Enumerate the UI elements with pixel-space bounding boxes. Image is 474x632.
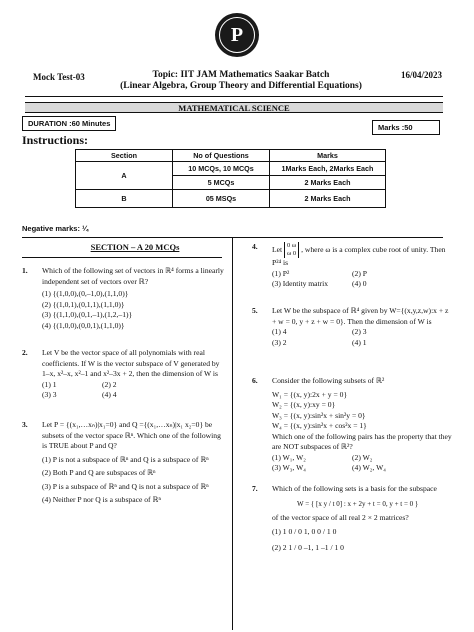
question-text: Which of the following set of vectors in ℝ⁴ forms a linearly independent set of vectors over ℝ? bbox=[42, 266, 224, 286]
column-divider bbox=[232, 238, 233, 630]
question-6 bbox=[252, 376, 452, 474]
option: (4) Neither P nor Q is a subspace of ℝⁿ bbox=[42, 495, 161, 504]
options-grid bbox=[272, 269, 452, 290]
table-header: Section bbox=[76, 150, 173, 162]
table-cell: 2 Marks Each bbox=[270, 176, 386, 190]
option: (4) 0 bbox=[352, 279, 367, 288]
table-cell: 05 MSQs bbox=[173, 190, 270, 208]
pw-logo-icon bbox=[219, 17, 255, 53]
table-header-row bbox=[76, 150, 386, 162]
matrix-row: ω 0 bbox=[287, 250, 297, 257]
header-divider bbox=[25, 96, 443, 97]
option: (3) W₃, W₄ bbox=[272, 463, 306, 472]
date: 16/04/2023 bbox=[401, 70, 443, 80]
q4-text-post: , where ω is a complex cube root of unity. Then P²⁴ is bbox=[272, 244, 446, 267]
option: (1) 4 bbox=[272, 327, 287, 336]
question-number: 7. bbox=[252, 484, 258, 493]
mock-test-label: Mock Test-03 bbox=[33, 72, 85, 82]
option-matrix: 1 0 / 0 1 bbox=[282, 526, 308, 536]
option: (1) W₁, W₂ bbox=[272, 452, 306, 462]
option: (1) P is not a subspace of ℝⁿ and Q is a subspace of ℝⁿ bbox=[42, 454, 209, 464]
table-row bbox=[76, 190, 386, 208]
q4-matrix bbox=[284, 242, 299, 258]
question-7 bbox=[252, 484, 452, 554]
option-matrix: 2 1 / 0 –1 bbox=[282, 543, 312, 552]
option: (1) 1 0 / 0 1, 0 0 / 1 0 bbox=[272, 526, 337, 536]
option: (1) P² bbox=[272, 268, 290, 278]
subspace-expression: W = { [x y / t 0] : x + 2y + t = 0, y + t = 0 } bbox=[297, 499, 419, 508]
option: (3) P is a subspace of ℝⁿ and Q is not a subspace of ℝⁿ bbox=[42, 481, 209, 491]
subset: W₃ = {(x, y):sin²x + sin²y = 0} bbox=[272, 410, 366, 420]
duration-box: DURATION :60 Minutes bbox=[22, 116, 116, 131]
question-text: Let W be the subspace of ℝ⁴ given by W={(x,y,z,w):x + z + w = 0, y + z + w = 0}. Then the dimension of W is bbox=[272, 306, 449, 326]
table-header: Marks bbox=[270, 150, 386, 162]
question-text-2: Which one of the following pairs has the property that they are NOT subspaces of ℝ²? bbox=[272, 431, 452, 451]
question-number: 2. bbox=[22, 348, 28, 357]
question-5 bbox=[252, 306, 452, 348]
question-2 bbox=[22, 348, 227, 401]
question-text: Consider the following subsets of ℝ² bbox=[272, 376, 385, 385]
negative-marks: Negative marks: ¼ bbox=[22, 224, 89, 233]
option: (4) W₂, W₄ bbox=[352, 463, 386, 472]
options-grid bbox=[272, 453, 452, 474]
option: (2) {(1,0,1),(0,1,1),(1,1,0)} bbox=[42, 299, 125, 309]
question-number: 6. bbox=[252, 376, 258, 385]
topic-line-2: (Linear Algebra, Group Theory and Differential Equations) bbox=[120, 81, 362, 91]
option: (1) {(1,0,0),(0,–1,0),(1,1,0)} bbox=[42, 289, 129, 298]
question-text: Let P = {(x₁,…xₙ)|x₁=0} and Q ={(x₁,…xₙ)|x₁ x₂=0} be subsets of the vector space ℝⁿ. Which one of the following is TRUE about P and Q? bbox=[42, 420, 221, 450]
q4-text-pre: Let bbox=[272, 244, 283, 254]
instructions-title: Instructions: bbox=[22, 133, 89, 147]
topic bbox=[96, 70, 386, 92]
option: (2) W₂ bbox=[352, 452, 373, 462]
question-number: 3. bbox=[22, 420, 28, 429]
subset: W₂ = {(x, y):xy = 0} bbox=[272, 400, 336, 409]
pw-logo bbox=[215, 13, 259, 57]
logo-text: P bbox=[230, 23, 244, 46]
question-text-2: of the vector space of all real 2 × 2 matrices? bbox=[272, 513, 409, 522]
question-number: 1. bbox=[22, 266, 28, 275]
table-cell: 5 MCQs bbox=[173, 176, 270, 190]
option: (2) Both P and Q are subspaces of ℝⁿ bbox=[42, 468, 156, 477]
section-title: SECTION – A 20 MCQs bbox=[90, 242, 180, 252]
question-4 bbox=[252, 242, 452, 290]
table-cell: A bbox=[76, 162, 173, 190]
options-grid bbox=[272, 327, 452, 348]
table-row bbox=[76, 162, 386, 176]
option-label: (1) bbox=[272, 526, 281, 536]
option-matrix: 0 0 / 1 0 bbox=[311, 526, 337, 536]
option: (4) {(1,0,0),(0,0,1),(1,1,0)} bbox=[42, 320, 125, 330]
table-cell: 2 Marks Each bbox=[270, 190, 386, 208]
question-3 bbox=[22, 420, 227, 506]
table-cell: 10 MCQs, 10 MCQs bbox=[173, 162, 270, 176]
matrix-row: 0 ω bbox=[287, 242, 297, 249]
option: (4) 1 bbox=[352, 337, 367, 347]
option: (3) Identity matrix bbox=[272, 279, 329, 288]
option: (2) 2 bbox=[102, 379, 117, 389]
table-cell: B bbox=[76, 190, 173, 208]
question-number: 4. bbox=[252, 242, 258, 251]
option: (4) 4 bbox=[102, 390, 117, 399]
options-grid bbox=[42, 380, 227, 401]
question-1 bbox=[22, 266, 227, 331]
option: (2) P bbox=[352, 268, 367, 278]
question-text bbox=[272, 242, 452, 269]
question-text: Let V be the vector space of all polynomials with real coefficients. If W is the vector subspace of V generated by 1–x, x²–x, x²–1 and x²–3x + 2, then the dimension of W is bbox=[42, 348, 220, 378]
marks-box: Marks :50 bbox=[372, 120, 440, 135]
option: (3) {(1,1,0),(0,1,–1),(1,2,–1)} bbox=[42, 310, 133, 319]
marks-table bbox=[75, 149, 386, 208]
subset: W₁ = {(x, y):2x + y = 0} bbox=[272, 389, 348, 399]
option: (3) 3 bbox=[42, 390, 57, 399]
option: (2) 2 1 / 0 –1, 1 –1 / 1 0 bbox=[272, 543, 344, 552]
option: (1) 1 bbox=[42, 379, 57, 389]
option-label: (2) bbox=[272, 543, 281, 552]
option-matrix: 1 –1 / 1 0 bbox=[315, 543, 344, 552]
subject-band: MATHEMATICAL SCIENCE bbox=[25, 102, 443, 113]
question-number: 5. bbox=[252, 306, 258, 315]
topic-line-1: Topic: IIT JAM Mathematics Saakar Batch bbox=[152, 70, 330, 80]
option: (2) 3 bbox=[352, 327, 367, 336]
subset: W₄ = {(x, y):sin²x + cos²x = 1} bbox=[272, 421, 367, 430]
question-text: Which of the following sets is a basis for the subspace bbox=[272, 484, 437, 493]
table-header: No of Questions bbox=[173, 150, 270, 162]
table-cell: 1Marks Each, 2Marks Each bbox=[270, 162, 386, 176]
option: (3) 2 bbox=[272, 337, 287, 347]
section-underline bbox=[22, 257, 222, 258]
